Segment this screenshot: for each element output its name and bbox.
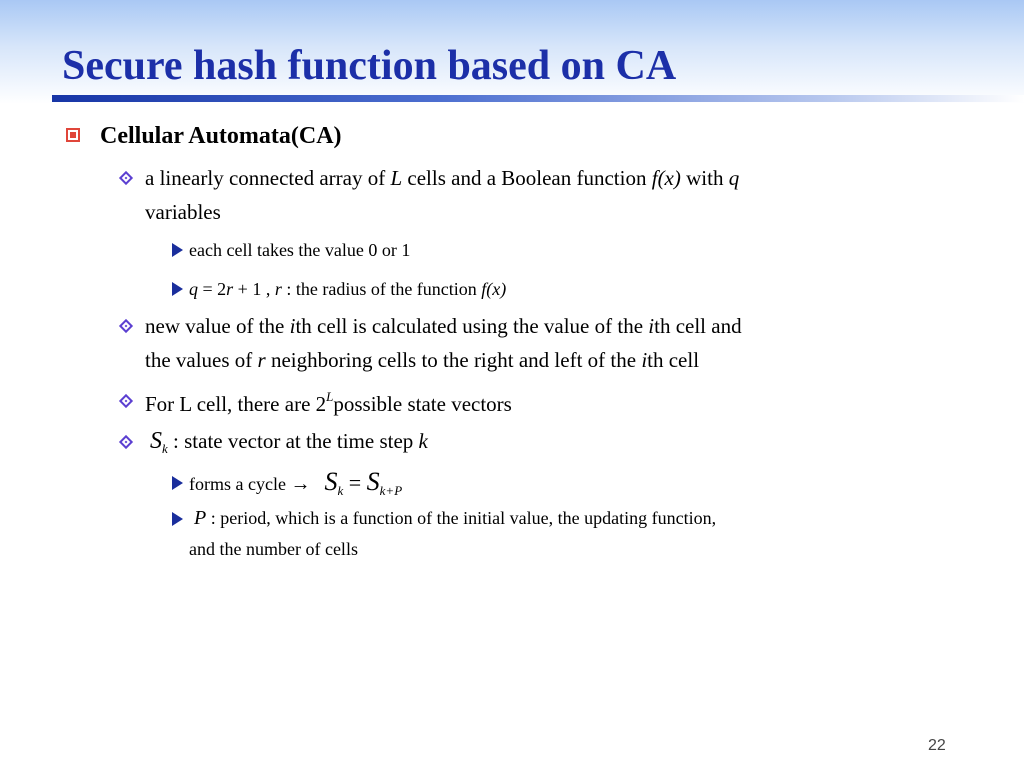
sub-bullet-cell-values: each cell takes the value 0 or 1 bbox=[189, 240, 411, 260]
var-k: k bbox=[418, 429, 428, 453]
bullet-new-value-cont bbox=[145, 348, 699, 373]
math-subscript: k+P bbox=[379, 483, 403, 498]
sub-bullet-q-equation bbox=[189, 279, 506, 300]
text: new value of the bbox=[145, 314, 290, 338]
text: forms a cycle bbox=[189, 474, 291, 494]
var-r: r bbox=[226, 279, 234, 299]
text: with bbox=[680, 166, 729, 190]
sub-bullet-period bbox=[194, 507, 716, 530]
text: the values of bbox=[145, 348, 258, 372]
triangle-bullet-icon bbox=[172, 243, 183, 257]
triangle-bullet-icon bbox=[172, 282, 183, 296]
bullet-new-value bbox=[145, 314, 742, 339]
math-exponent: L bbox=[326, 389, 334, 404]
var-r: r bbox=[274, 279, 282, 299]
text: cells and a Boolean function bbox=[402, 166, 652, 190]
diamond-bullet-icon bbox=[119, 319, 133, 333]
text: + 1 , bbox=[233, 279, 275, 299]
triangle-bullet-icon bbox=[172, 512, 183, 526]
var-fx: f(x) bbox=[481, 279, 507, 299]
math-subscript: k bbox=[337, 483, 344, 498]
text: possible state vectors bbox=[333, 392, 512, 416]
var-i: i bbox=[641, 348, 648, 372]
var-fx: f(x) bbox=[651, 166, 681, 190]
math-S: S bbox=[366, 467, 380, 496]
var-P: P bbox=[194, 507, 207, 529]
page-number: 22 bbox=[928, 737, 946, 754]
math-S: S bbox=[324, 467, 338, 496]
math-equals: = bbox=[343, 470, 367, 495]
bullet-state-vector-time bbox=[150, 428, 428, 457]
var-r: r bbox=[257, 348, 266, 372]
math-subscript: k bbox=[162, 441, 168, 456]
bullet-linear-array bbox=[145, 166, 739, 191]
var-i: i bbox=[648, 314, 655, 338]
square-bullet-icon bbox=[66, 128, 80, 142]
triangle-bullet-icon bbox=[172, 476, 183, 490]
math-base: 2 bbox=[315, 392, 327, 416]
slide-title: Secure hash function based on CA bbox=[62, 43, 677, 89]
sub-bullet-cycle bbox=[189, 467, 402, 499]
var-i: i bbox=[289, 314, 296, 338]
text: = 2 bbox=[198, 279, 227, 299]
text: For L cell, there are bbox=[145, 392, 316, 416]
sub-bullet-period-cont: and the number of cells bbox=[189, 539, 358, 559]
text: th cell and bbox=[654, 314, 742, 338]
text: : period, which is a function of the initial value, the updating function, bbox=[206, 508, 717, 528]
arrow-right-icon: → bbox=[290, 473, 311, 495]
text: th cell is calculated using the value of the bbox=[295, 314, 649, 338]
diamond-bullet-icon bbox=[119, 435, 133, 449]
bullet-linear-array-cont: variables bbox=[145, 200, 221, 224]
bullet-state-vectors bbox=[145, 389, 512, 417]
text: neighboring cells to the right and left of the bbox=[265, 348, 642, 372]
diamond-bullet-icon bbox=[119, 394, 133, 408]
diamond-bullet-icon bbox=[119, 171, 133, 185]
var-q: q bbox=[189, 279, 198, 299]
var-q: q bbox=[728, 166, 740, 190]
title-underline bbox=[52, 95, 1024, 102]
heading-cellular-automata: Cellular Automata(CA) bbox=[100, 123, 342, 149]
var-L: L bbox=[390, 166, 403, 190]
text: a linearly connected array of bbox=[145, 166, 391, 190]
text: : state vector at the time step bbox=[167, 429, 419, 453]
text: th cell bbox=[647, 348, 700, 372]
text: : the radius of the function bbox=[281, 279, 482, 299]
math-S: S bbox=[150, 428, 162, 454]
